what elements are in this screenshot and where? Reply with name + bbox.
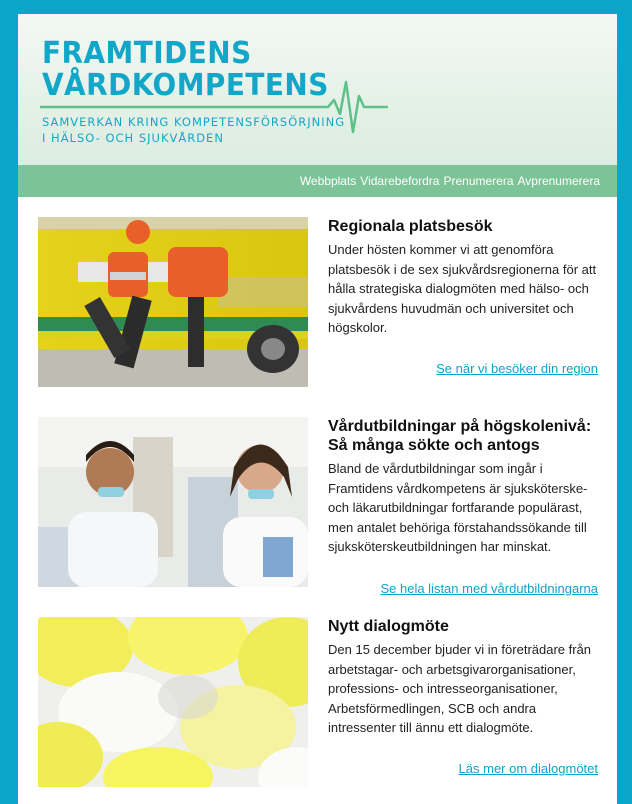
speech-bubbles-photo [38,617,308,787]
read-more-link[interactable]: Läs mer om dialogmötet [458,761,598,776]
top-nav [18,165,617,197]
ambulance-photo [38,217,308,387]
brand-title-line1: FRAMTIDENS [42,36,252,71]
article-body: Den 15 december bjuder vi in företrädare från arbetstagar- och arbetsgivarorganisationer, professions- och intresseorganisationer, Arbetsförmedlingen, SCB och andra intressenter till ännu ett dialogmöte. [328,642,592,735]
brand-tagline-line1: SAMVERKAN KRING KOMPETENSFÖRSÖRJNING [42,115,346,129]
doctors-photo [38,417,308,587]
article-title: Nytt dialogmöte [328,618,449,635]
article-body: Under hösten kommer vi att genomföra platsbesök i de sex sjukvårdsregionerna för att hålla strategiska dialogmöten med hälso- och sjukvårdens huvudmän och universitet och högskolor. [328,242,597,335]
read-more-link[interactable]: Se hela listan med vårdutbildningarna [380,581,598,596]
article-title-line1: Vårdutbildningar på högskolenivå: [328,418,592,435]
read-more-link[interactable]: Se när vi besöker din region [436,361,598,376]
brand-tagline-line2: I HÄLSO- OCH SJUKVÅRDEN [42,131,224,145]
newsletter-frame [18,14,617,804]
nav-link-webbplats[interactable]: Webbplats [299,174,357,188]
brand-title-line2: VÅRDKOMPETENS [42,68,329,103]
article-title [328,417,600,455]
nav-link-avprenumerera[interactable]: Avprenumerera [517,174,600,188]
article-title-line2: Så många sökte och antogs [328,437,540,454]
article-title: Regionala platsbesök [328,218,493,235]
newsletter-header [18,14,617,165]
article-body: Bland de vårdutbildningar som ingår i Framtidens vårdkompetens är sjuksköterske- och läkarutbildningar fortfarande populärast, men antalet behöriga förstahandssökande till sjuksköterskeutbildningen har minskat. [328,461,588,554]
nav-link-prenumerera[interactable]: Prenumerera [443,174,514,188]
nav-link-vidarebefordra[interactable]: Vidarebefordra [360,174,440,188]
